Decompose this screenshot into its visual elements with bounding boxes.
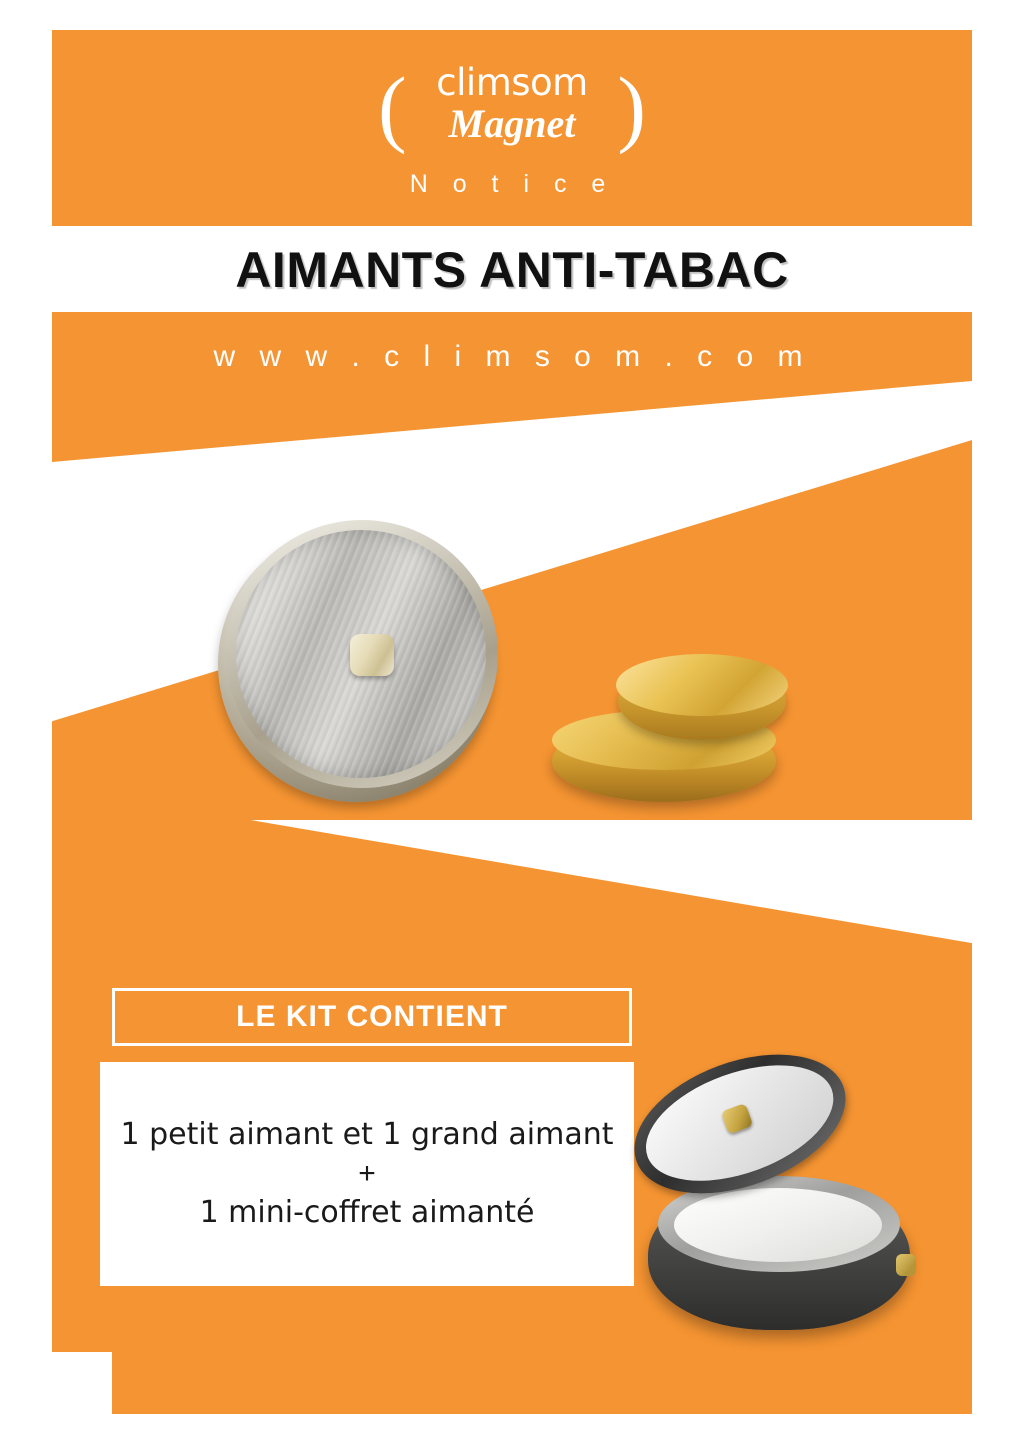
gold-disc-top-face bbox=[616, 654, 788, 716]
logo-right-paren-icon: ) bbox=[617, 59, 646, 155]
kit-contents-box bbox=[100, 1062, 634, 1286]
notice-label: N o t i c e bbox=[409, 170, 615, 198]
bottom-left-notch bbox=[52, 1352, 112, 1414]
small-magnets-image bbox=[540, 650, 820, 830]
magnet-center-post bbox=[350, 634, 394, 676]
kit-plus-sign: + bbox=[358, 1157, 376, 1190]
case-base-interior bbox=[674, 1188, 882, 1262]
kit-item-magnets: 1 petit aimant et 1 grand aimant bbox=[120, 1117, 614, 1152]
brand-logo bbox=[52, 52, 972, 162]
kit-heading-box bbox=[112, 988, 632, 1046]
brand-product-line: Magnet bbox=[448, 101, 576, 146]
page-title: AIMANTS ANTI-TABAC bbox=[235, 242, 789, 298]
website-url: w w w . c l i m s o m . c o m bbox=[213, 340, 811, 373]
brand-name: climsom bbox=[436, 61, 588, 104]
kit-heading-label: LE KIT CONTIENT bbox=[236, 1000, 508, 1033]
large-magnet-image bbox=[212, 512, 512, 812]
logo-left-paren-icon: ( bbox=[378, 59, 407, 155]
magnetic-case-image bbox=[612, 1058, 942, 1348]
case-hinge bbox=[896, 1254, 916, 1276]
mid-accent-wedge bbox=[52, 440, 972, 820]
url-band bbox=[52, 312, 972, 462]
kit-item-case: 1 mini-coffret aimanté bbox=[199, 1195, 535, 1230]
